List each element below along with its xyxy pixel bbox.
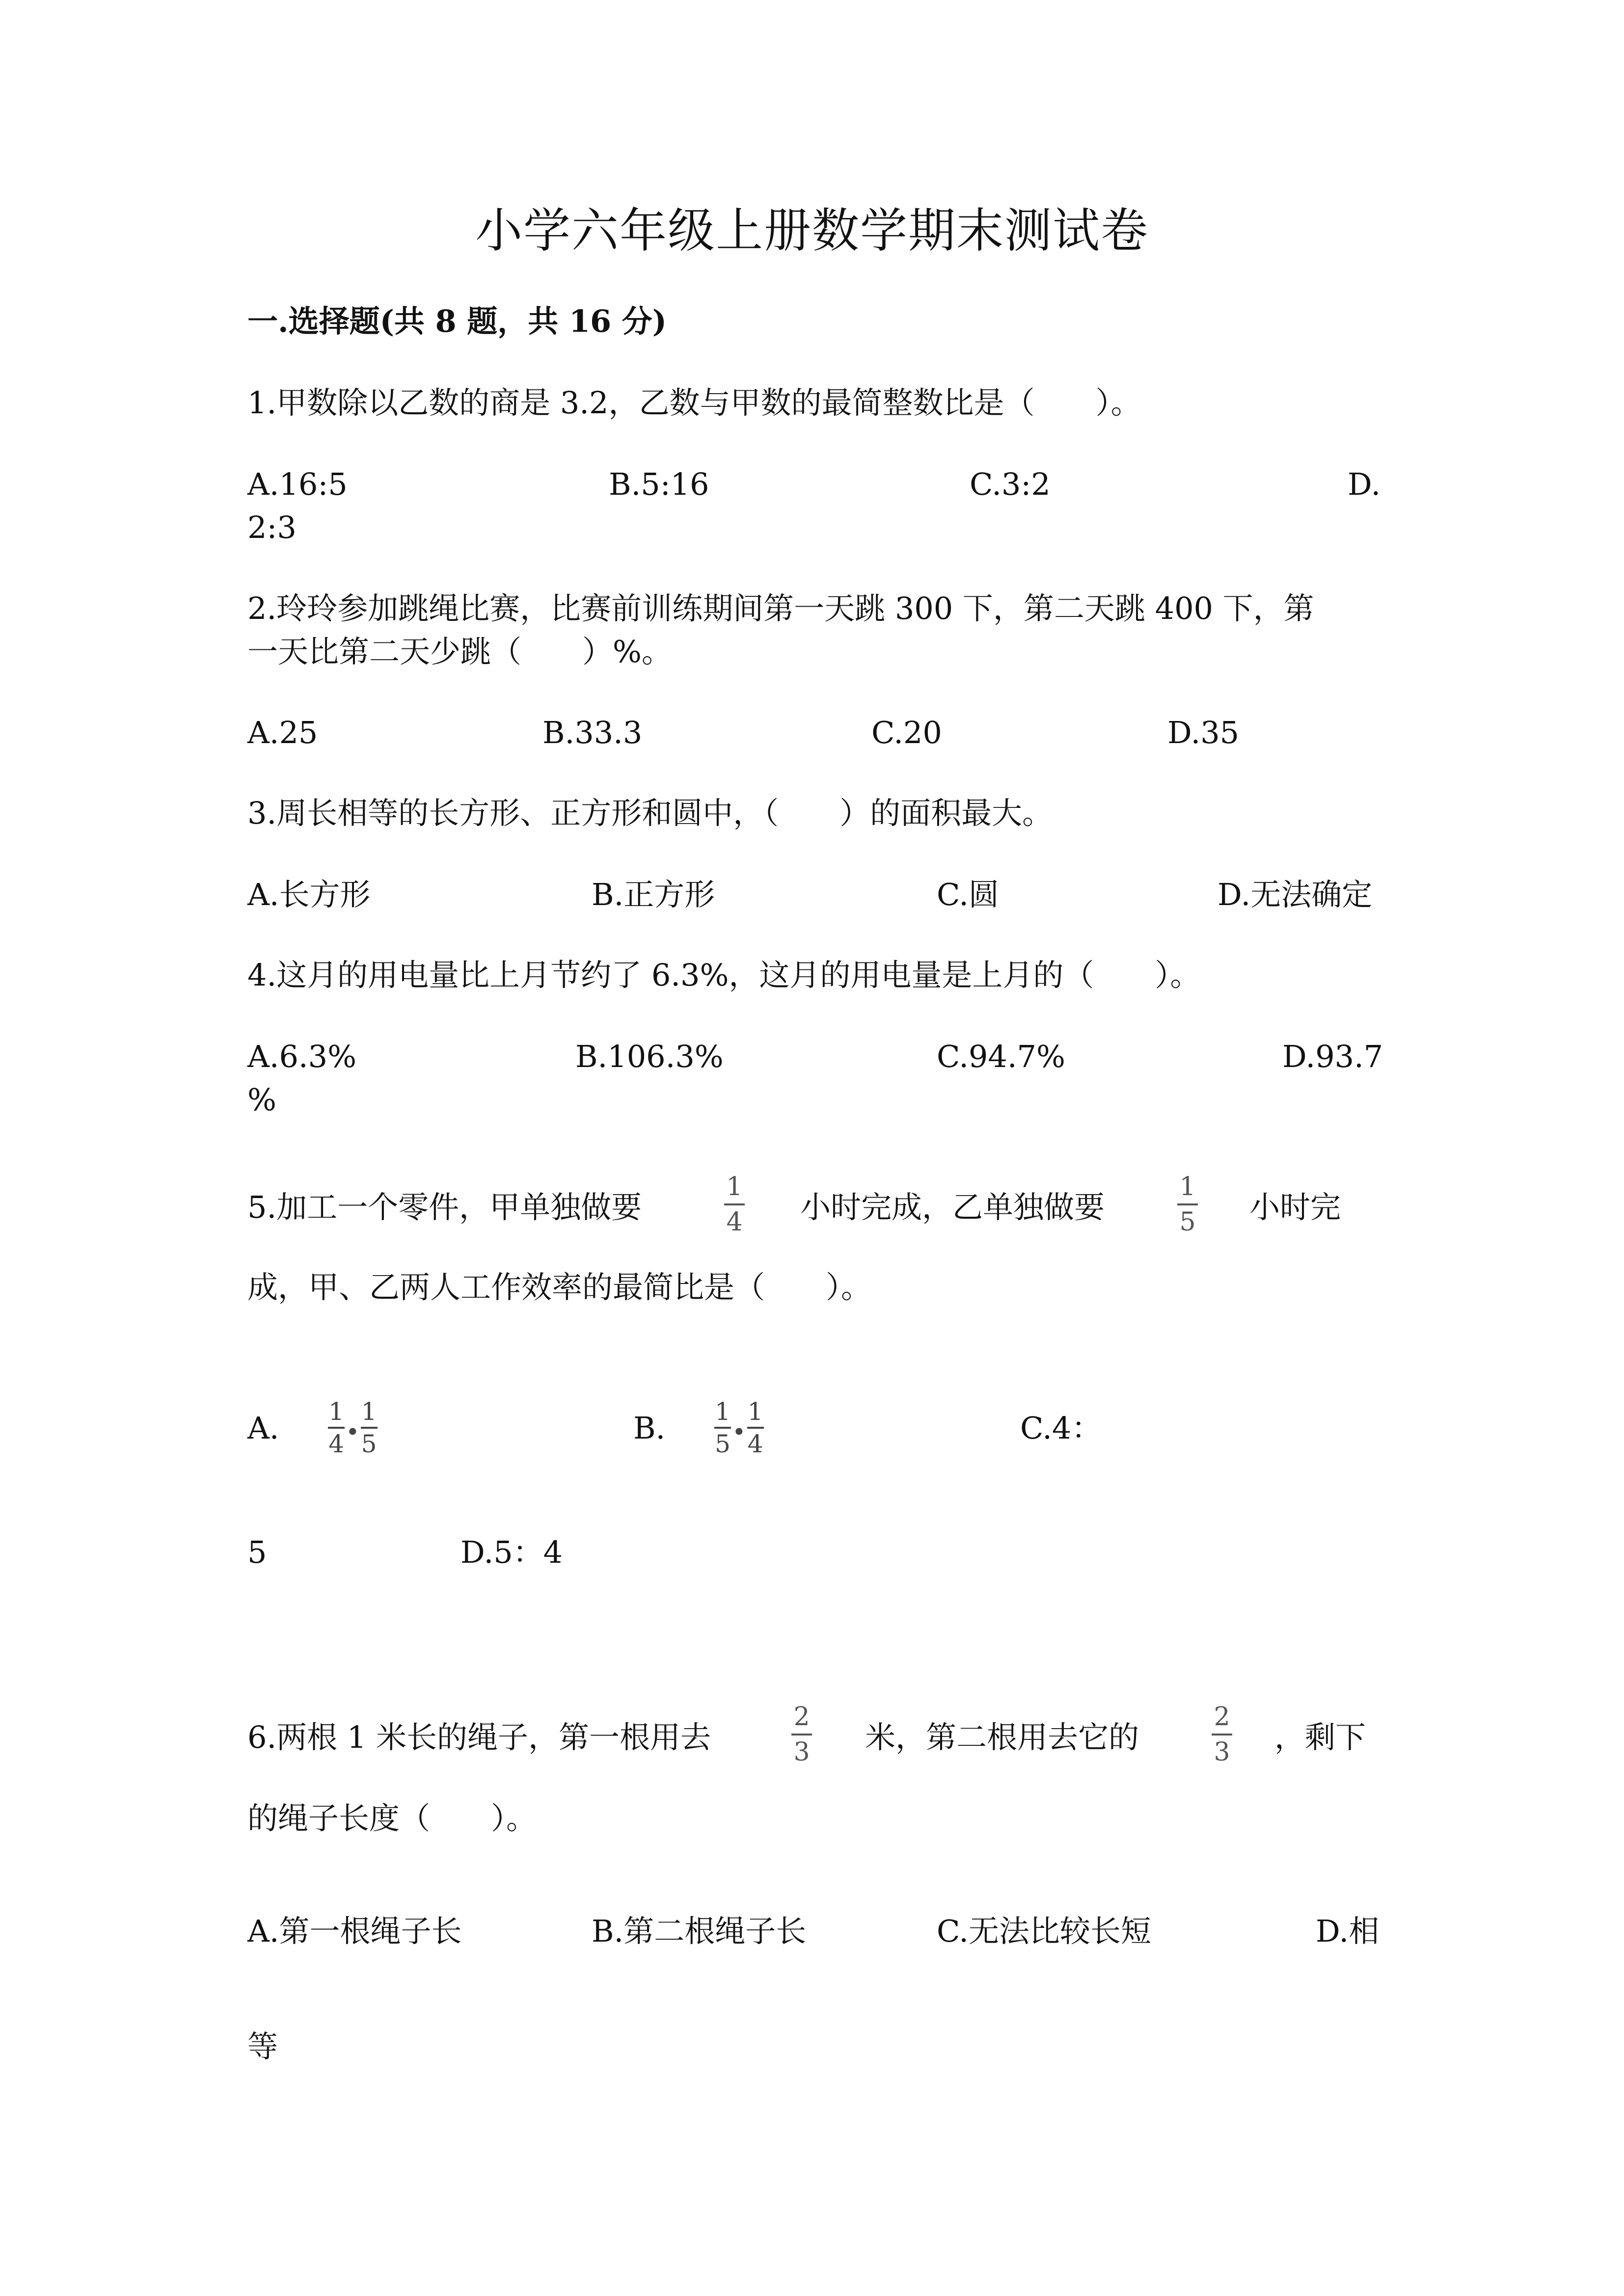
q1-option-c: C.3:2 xyxy=(970,466,1051,502)
q1-option-d-value: 2:3 xyxy=(247,509,297,545)
fraction-bar xyxy=(1177,1203,1198,1205)
q2-option-a: A.25 xyxy=(247,715,318,750)
q5-option-b-label: B. xyxy=(633,1410,666,1446)
fraction-denominator: 4 xyxy=(747,1430,763,1458)
fraction-bar xyxy=(714,1427,731,1429)
question-5-line-2: 成，甲、乙两人工作效率的最简比是（ ）。 xyxy=(247,1269,872,1305)
q5-fraction-2 xyxy=(1177,1172,1198,1237)
q2-option-b: B.33.3 xyxy=(542,715,643,750)
fraction-numerator: 1 xyxy=(747,1397,763,1426)
q4-option-d-label: D.93.7 xyxy=(1282,1039,1383,1074)
fraction-bar xyxy=(724,1203,745,1205)
question-6-line-2: 的绳子长度（ ）。 xyxy=(247,1800,537,1836)
q6-fraction-2 xyxy=(1212,1702,1232,1767)
q4-option-b: B.106.3% xyxy=(575,1039,724,1074)
q6-option-d-value: 等 xyxy=(247,2029,278,2064)
ratio-fraction xyxy=(714,1398,731,1458)
q6-fraction-1 xyxy=(791,1702,812,1767)
q5-option-d: D.5：4 xyxy=(460,1534,563,1570)
fraction-numerator: 1 xyxy=(715,1397,731,1426)
q5-option-b-ratio xyxy=(714,1398,764,1458)
q6-option-c: C.无法比较长短 xyxy=(937,1913,1151,1949)
question-3: 3.周长相等的长方形、正方形和圆中，（ ）的面积最大。 xyxy=(247,795,1053,831)
fraction-denominator: 4 xyxy=(328,1430,344,1458)
fraction-denominator: 3 xyxy=(1214,1737,1230,1767)
q4-option-d-value: % xyxy=(247,1082,276,1118)
fraction-numerator: 1 xyxy=(328,1397,344,1426)
q4-option-a: A.6.3% xyxy=(247,1039,356,1074)
ratio-fraction xyxy=(361,1398,378,1458)
fraction-bar xyxy=(1212,1734,1232,1735)
q1-option-d-label: D. xyxy=(1348,466,1381,502)
ratio-fraction xyxy=(328,1398,345,1458)
q5-option-c-value: 5 xyxy=(247,1534,267,1570)
q2-option-d: D.35 xyxy=(1167,715,1240,750)
question-5-part-3: 小时完 xyxy=(1249,1189,1341,1225)
q1-option-b: B.5:16 xyxy=(609,466,709,502)
fraction-numerator: 2 xyxy=(793,1702,810,1732)
fraction-denominator: 5 xyxy=(1179,1207,1196,1237)
q3-option-a: A.长方形 xyxy=(247,877,371,912)
section-heading: 一.选择题(共 8 题，共 16 分) xyxy=(247,303,667,339)
fraction-numerator: 1 xyxy=(726,1172,743,1201)
fraction-bar xyxy=(328,1427,345,1429)
q3-option-d: D.无法确定 xyxy=(1218,877,1373,912)
q5-option-a-ratio xyxy=(328,1398,378,1458)
q5-option-a-label: A. xyxy=(247,1410,279,1446)
q6-option-a: A.第一根绳子长 xyxy=(247,1913,462,1949)
question-1: 1.甲数除以乙数的商是 3.2，乙数与甲数的最简整数比是（ ）。 xyxy=(247,385,1141,421)
ratio-separator: ∙ xyxy=(347,1416,359,1445)
ratio-fraction xyxy=(747,1398,764,1458)
fraction-numerator: 1 xyxy=(361,1397,377,1426)
q5-fraction-1 xyxy=(724,1172,745,1237)
question-6-part-1: 6.两根 1 米长的绳子，第一根用去 xyxy=(247,1719,711,1755)
fraction-denominator: 3 xyxy=(793,1737,810,1767)
q4-option-c: C.94.7% xyxy=(937,1039,1065,1074)
q3-option-b: B.正方形 xyxy=(592,877,715,912)
q3-option-c: C.圆 xyxy=(937,877,999,912)
q6-option-b: B.第二根绳子长 xyxy=(592,1913,807,1949)
q6-option-d-label: D.相 xyxy=(1316,1913,1380,1949)
fraction-bar xyxy=(361,1427,378,1429)
fraction-bar xyxy=(747,1427,764,1429)
fraction-bar xyxy=(791,1734,812,1735)
question-6-part-2: 米，第二根用去它的 xyxy=(865,1719,1139,1755)
question-4: 4.这月的用电量比上月节约了 6.3%，这月的用电量是上月的（ ）。 xyxy=(247,957,1201,993)
fraction-denominator: 4 xyxy=(726,1207,743,1237)
question-6-part-3: ，剩下 xyxy=(1274,1719,1366,1755)
fraction-denominator: 5 xyxy=(715,1430,731,1458)
question-5-part-2: 小时完成，乙单独做要 xyxy=(800,1189,1105,1225)
q1-option-a: A.16:5 xyxy=(247,466,348,502)
page-title: 小学六年级上册数学期末测试卷 xyxy=(475,203,1149,258)
question-2-line-1: 2.玲玲参加跳绳比赛，比赛前训练期间第一天跳 300 下，第二天跳 400 下，第 xyxy=(247,590,1314,626)
fraction-numerator: 2 xyxy=(1214,1702,1230,1732)
q5-option-c-label: C.4： xyxy=(1020,1410,1102,1446)
fraction-denominator: 5 xyxy=(361,1430,377,1458)
fraction-numerator: 1 xyxy=(1179,1172,1196,1201)
question-5-part-1: 5.加工一个零件，甲单独做要 xyxy=(247,1189,642,1225)
q2-option-c: C.20 xyxy=(871,715,942,750)
question-2-line-2: 一天比第二天少跳（ ）%。 xyxy=(247,634,672,669)
ratio-separator: ∙ xyxy=(733,1416,745,1445)
